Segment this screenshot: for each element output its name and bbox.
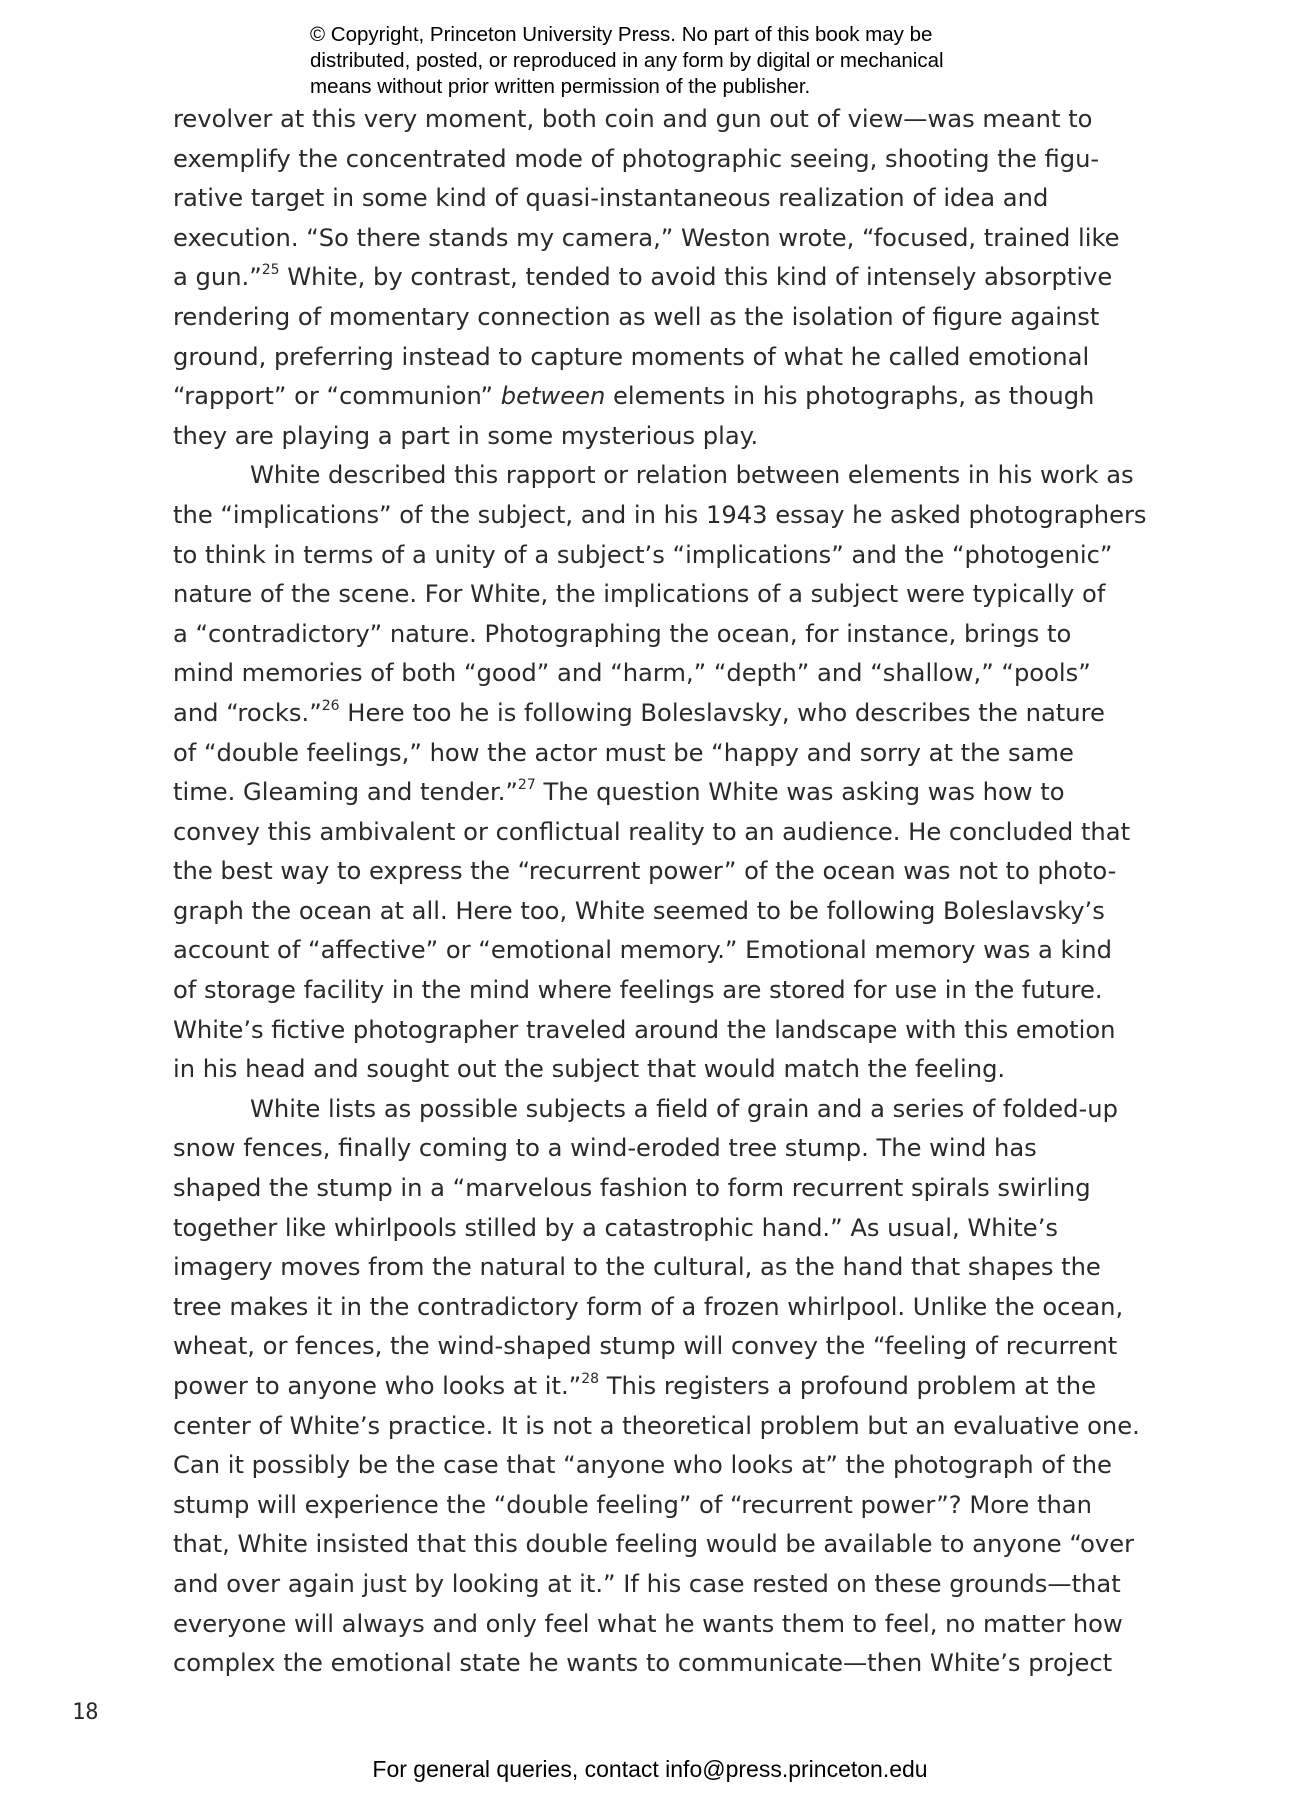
text-line: center of White’s practice. It is not a theoretical problem but an evaluative one. — [173, 1411, 1140, 1440]
text-line: graph the ocean at all. Here too, White seemed to be following Boleslavsky’s — [173, 896, 1105, 925]
text-line — [173, 773, 1133, 813]
text-line — [173, 694, 1133, 734]
text-line — [173, 377, 1133, 417]
text-line: the best way to express the “recurrent power” of the ocean was not to photo- — [173, 857, 1117, 886]
text-span: Here too he is following Boleslavsky, who describes the nature — [339, 698, 1105, 727]
footer-contact: For general queries, contact info@press.princeton.edu — [372, 1756, 928, 1782]
text-line: the “implications” of the subject, and in his 1943 essay he asked photographers — [173, 500, 1147, 529]
text-line: imagery moves from the natural to the cultural, as the hand that shapes the — [173, 1253, 1101, 1282]
copyright-line: © Copyright, Princeton University Press. No part of this book may be — [310, 23, 933, 46]
text-line: a “contradictory” nature. Photographing the ocean, for instance, brings to — [173, 619, 1072, 648]
footnote-ref-25[interactable]: 25 — [261, 262, 280, 279]
emphasis-text: between — [500, 382, 606, 411]
footnote-ref-26[interactable]: 26 — [321, 697, 340, 714]
footnote-ref-28[interactable]: 28 — [581, 1370, 600, 1387]
text-span: “rapport” or “communion” — [173, 382, 501, 411]
text-line: White’s fictive photographer traveled around the landscape with this emotion — [173, 1015, 1116, 1044]
text-line: exemplify the concentrated mode of photographic seeing, shooting the figu- — [173, 144, 1100, 173]
text-line: of storage facility in the mind where feelings are stored for use in the future. — [173, 976, 1103, 1005]
text-line: rendering of momentary connection as well as the isolation of figure against — [173, 302, 1100, 331]
text-span: This registers a profound problem at the — [599, 1372, 1096, 1400]
text-span: The question White was asking was how to — [535, 778, 1065, 807]
text-span: a gun.” — [173, 263, 262, 292]
text-line — [173, 1367, 1133, 1407]
paragraph — [173, 456, 1147, 1090]
text-line: stump will experience the “double feeling” of “recurrent power”? More than — [173, 1490, 1092, 1519]
text-line: White lists as possible subjects a field of grain and a series of folded-up — [250, 1094, 1118, 1123]
text-span: time. Gleaming and tender.” — [173, 778, 518, 807]
text-line: of “double feelings,” how the actor must be “happy and sorry at the same — [173, 738, 1074, 767]
text-line: they are playing a part in some mysterious play. — [173, 421, 759, 450]
paragraph — [173, 100, 1133, 456]
text-line: to think in terms of a unity of a subject’s “implications” and the “photogenic” — [173, 540, 1113, 569]
text-line: rative target in some kind of quasi-instantaneous realization of idea and — [173, 184, 1049, 213]
text-line: tree makes it in the contradictory form of a frozen whirlpool. Unlike the ocean, — [173, 1292, 1124, 1321]
text-line: nature of the scene. For White, the implications of a subject were typically of — [173, 580, 1106, 609]
text-line — [173, 258, 1133, 298]
text-line: everyone will always and only feel what he wants them to feel, no matter how — [173, 1609, 1123, 1638]
text-line: in his head and sought out the subject that would match the feeling. — [173, 1055, 1006, 1084]
paragraph — [173, 1090, 1140, 1684]
text-line: shaped the stump in a “marvelous fashion to form recurrent spirals swirling — [173, 1174, 1091, 1203]
text-line: snow fences, finally coming to a wind-eroded tree stump. The wind has — [173, 1134, 1037, 1163]
text-line: and over again just by looking at it.” If his case rested on these grounds—that — [173, 1569, 1121, 1598]
text-line: ground, preferring instead to capture moments of what he called emotional — [173, 342, 1090, 371]
text-line: that, White insisted that this double feeling would be available to anyone “over — [173, 1530, 1135, 1559]
text-span: White, by contrast, tended to avoid this kind of intensely absorptive — [279, 263, 1113, 292]
text-line: revolver at this very moment, both coin and gun out of view—was meant to — [173, 105, 1093, 133]
text-line: account of “affective” or “emotional memory.” Emotional memory was a kind — [173, 936, 1112, 965]
text-line: complex the emotional state he wants to communicate—then White’s project — [173, 1649, 1113, 1678]
footnote-ref-27[interactable]: 27 — [517, 777, 536, 794]
copyright-notice — [310, 22, 1070, 100]
copyright-line: distributed, posted, or reproduced in any form by digital or mechanical — [310, 49, 944, 72]
text-line: White described this rapport or relation between elements in his work as — [250, 461, 1134, 490]
text-line: convey this ambivalent or conflictual reality to an audience. He concluded that — [173, 817, 1131, 846]
body-text — [173, 100, 1147, 1684]
text-span: power to anyone who looks at it.” — [173, 1372, 582, 1400]
text-line: wheat, or fences, the wind-shaped stump will convey the “feeling of recurrent — [173, 1332, 1118, 1361]
text-span: and “rocks.” — [173, 698, 322, 727]
text-line: together like whirlpools stilled by a catastrophic hand.” As usual, White’s — [173, 1213, 1058, 1242]
page-number: 18 — [72, 1700, 99, 1725]
text-line: Can it possibly be the case that “anyone who looks at” the photograph of the — [173, 1451, 1112, 1480]
text-span: elements in his photographs, as though — [605, 382, 1095, 411]
text-line: mind memories of both “good” and “harm,” “depth” and “shallow,” “pools” — [173, 659, 1091, 688]
copyright-line: means without prior written permission of the publisher. — [310, 75, 811, 98]
text-line: execution. “So there stands my camera,” Weston wrote, “focused, trained like — [173, 223, 1120, 252]
